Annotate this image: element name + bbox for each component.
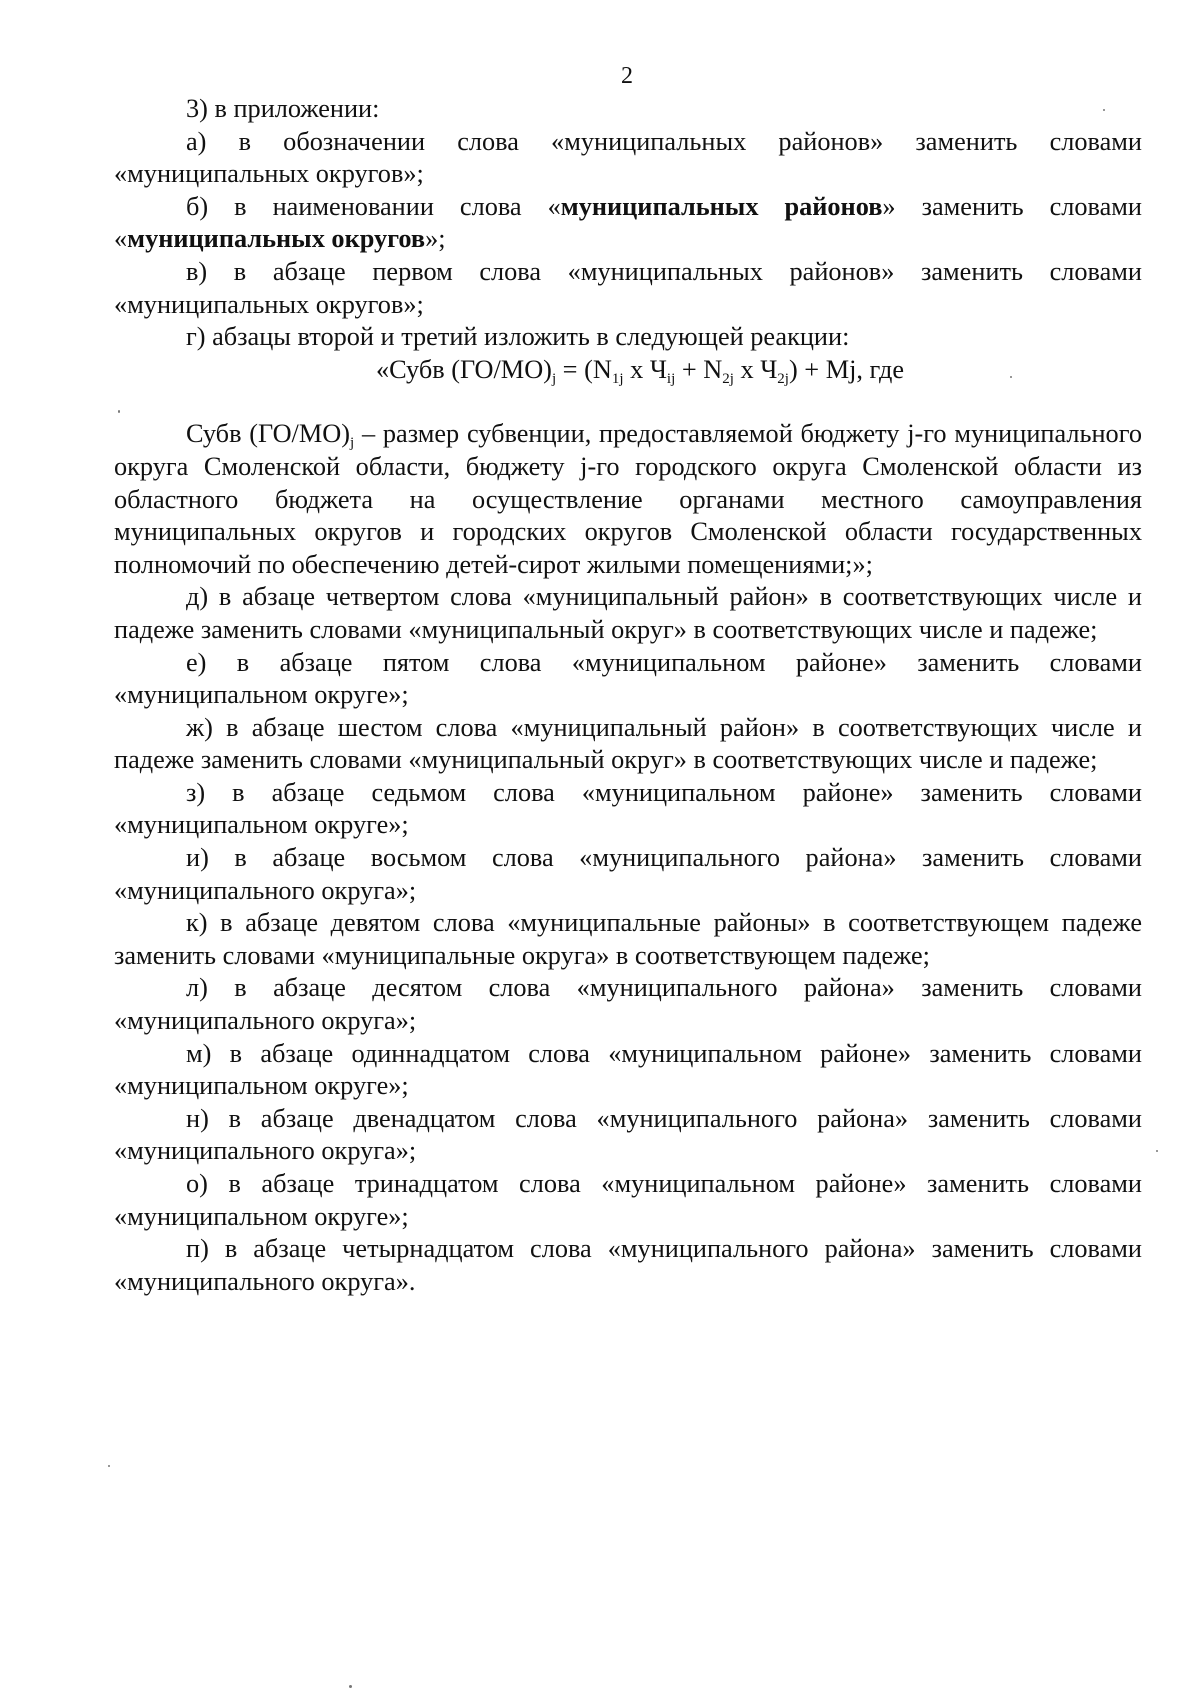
formula-part: + N (675, 354, 723, 384)
paragraph-item-b-part2: » заменить словами « (114, 191, 1143, 254)
formula-subscript: ij (666, 370, 676, 387)
formula-subscript: 2j (722, 370, 734, 387)
scan-speck (118, 410, 120, 413)
paragraph-item-b-bold-old: муниципальных районов (560, 191, 883, 221)
paragraph-item-k: к) в абзаце девятом слова «муниципальные районы» в соответствующем падеже заменить словами «муниципальные округа» в соответствующем падеже; (114, 908, 1142, 970)
definition-term-subscript: j (350, 435, 355, 452)
scan-speck (1103, 109, 1105, 111)
scan-speck (1156, 1150, 1158, 1152)
formula (114, 354, 1142, 387)
formula-part: «Субв (ГО/МО) (376, 354, 552, 384)
formula-subscript: 2j (777, 370, 789, 387)
paragraph-item-e: е) в абзаце пятом слова «муниципальном районе» заменить словами «муниципальном округе»; (114, 647, 1142, 710)
paragraph-item-p: п) в абзаце четырнадцатом слова «муниципального района» заменить словами «муниципального округа». (114, 1234, 1142, 1296)
formula-subscript: j (551, 370, 557, 387)
paragraph-item-a: а) в обозначении слова «муниципальных районов» заменить словами «муниципальных округов»; (114, 126, 1142, 189)
scan-speck (108, 1465, 110, 1467)
paragraph-item-zh: ж) в абзаце шестом слова «муниципальный район» в соответствующих числе и падеже заменить словами «муниципальный округ» в соответствующих числе и падеже; (114, 712, 1142, 775)
paragraph-item-o: о) в абзаце тринадцатом слова «муниципальном районе» заменить словами «муниципальном округе»; (114, 1169, 1142, 1231)
blank-line (114, 386, 1142, 418)
scan-speck (1010, 376, 1012, 378)
paragraph-item-i: и) в абзаце восьмом слова «муниципального района» заменить словами «муниципального округа»; (114, 843, 1142, 905)
paragraph-item-d: д) в абзаце четвертом слова «муниципальный район» в соответствующих числе и падеже заменить словами «муниципальный округ» в соответствующих числе и падеже; (114, 582, 1142, 644)
paragraph-definition (114, 418, 1142, 581)
definition-text: – размер субвенции, предоставляемой бюджету j-го муниципального округа Смоленской области, бюджету j-го городского округа Смоленской области из областного бюджета на осуществление органами местного самоуправления муниципальных округов и городских округов Смоленской области государственных полномочий по обеспечению детей-сирот жилыми помещениями;»; (114, 419, 1142, 579)
paragraph-item-m: м) в абзаце одиннадцатом слова «муниципальном районе» заменить словами «муниципальном округе»; (114, 1038, 1142, 1101)
definition-term: Субв (ГО/МО) (186, 419, 350, 449)
paragraph-item-z: з) в абзаце седьмом слова «муниципальном районе» заменить словами «муниципальном округе»; (114, 777, 1142, 840)
formula-part: x Ч (623, 354, 667, 384)
paragraph-item-b-bold-new: муниципальных округов (127, 224, 426, 254)
formula-part: x Ч (733, 354, 778, 384)
paragraph-item-n: н) в абзаце двенадцатом слова «муниципального района» заменить словами «муниципального округа»; (114, 1103, 1142, 1166)
formula-part: = (N (556, 354, 612, 384)
formula-part: ) + Mj, где (788, 354, 905, 384)
document-body (114, 93, 1142, 1298)
scan-speck (349, 1685, 352, 1688)
paragraph-item-3: 3) в приложении: (186, 94, 380, 123)
formula-subscript: 1j (611, 370, 624, 387)
paragraph-item-b-part3: »; (425, 224, 446, 254)
paragraph-item-b (114, 191, 1142, 256)
paragraph-item-l: л) в абзаце десятом слова «муниципального района» заменить словами «муниципального округа»; (114, 973, 1142, 1036)
paragraph-item-b-part1: б) в наименовании слова « (186, 191, 561, 221)
paragraph-item-g: г) абзацы второй и третий изложить в следующей реакции: (186, 322, 850, 352)
paragraph-item-v: в) в абзаце первом слова «муниципальных районов» заменить словами «муниципальных округов»; (114, 256, 1142, 319)
page-number: 2 (621, 63, 633, 89)
